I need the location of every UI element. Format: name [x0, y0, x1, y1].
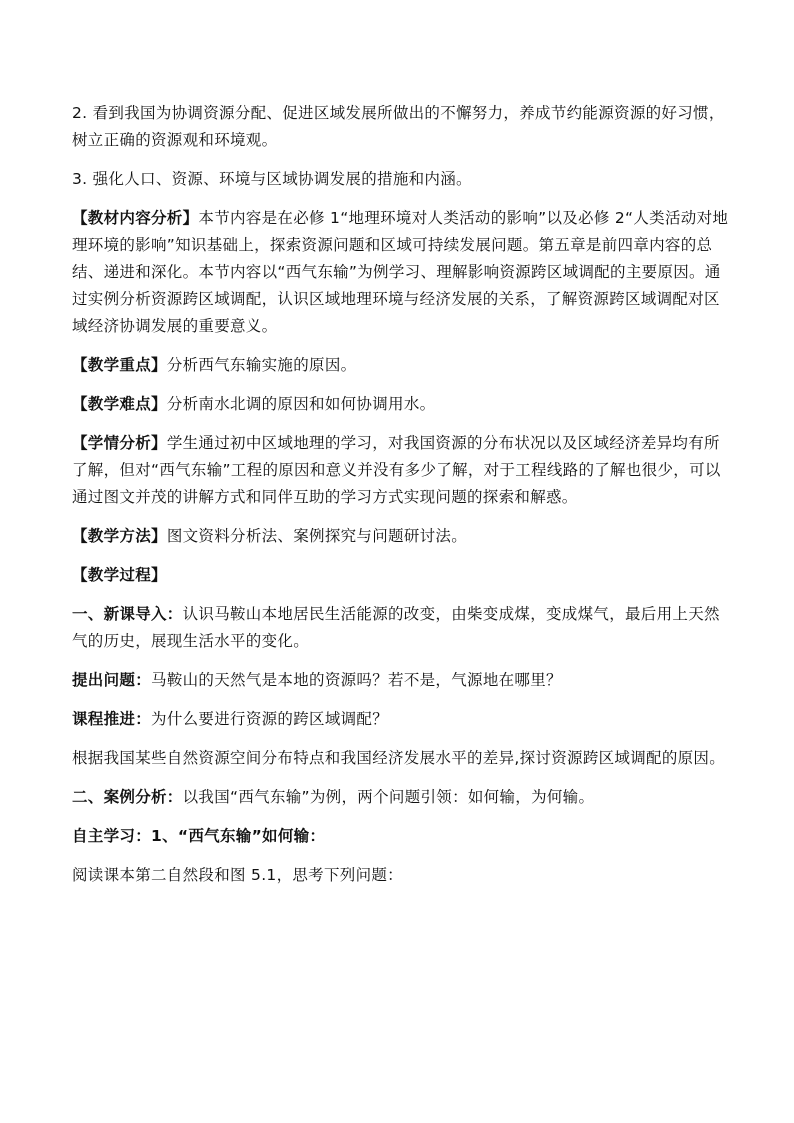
- key-point-label: 【教学重点】: [72, 356, 167, 374]
- self-study-heading: 自主学习：1、“西气东输”如何输：: [72, 827, 326, 845]
- key-point-paragraph: [72, 352, 732, 379]
- question-paragraph: [72, 667, 732, 694]
- difficulty-label: 【教学难点】: [72, 395, 167, 413]
- textbook-analysis-paragraph: [72, 205, 732, 340]
- reason-paragraph: 根据我国某些自然资源空间分布特点和我国经济发展水平的差异,探讨资源跨区域调配的原因。: [72, 749, 726, 767]
- intro-paragraph: [72, 601, 732, 655]
- process-heading: 【教学过程】: [72, 566, 167, 584]
- reading-paragraph: 阅读课本第二自然段和图 5.1，思考下列问题：: [72, 866, 403, 884]
- progress-label: 课程推进：: [72, 710, 152, 728]
- methods-paragraph: [72, 523, 732, 550]
- progress-text: 为什么要进行资源的跨区域调配？: [151, 710, 389, 728]
- student-analysis-text: 学生通过初中区域地理的学习，对我国资源的分布状况以及区域经济差异均有所了解，但对“西气东输”工程的原因和意义并没有多少了解，对于工程线路的了解也很少，可以通过图文并茂的讲解方式和同伴互助的学习方式实现问题的探索和解惑。: [72, 434, 721, 506]
- difficulty-text: 分析南水北调的原因和如何协调用水。: [166, 395, 436, 413]
- student-analysis-label: 【学情分析】: [72, 434, 167, 452]
- methods-label: 【教学方法】: [72, 527, 167, 545]
- objective-item-3: 3. 强化人口、资源、环境与区域协调发展的措施和内涵。: [72, 170, 472, 188]
- textbook-analysis-label: 【教材内容分析】: [72, 209, 199, 227]
- question-text: 马鞍山的天然气是本地的资源吗？若不是，气源地在哪里？: [151, 671, 562, 689]
- case-label: 二、案例分析：: [72, 788, 183, 806]
- case-text: 以我国“西气东输”为例，两个问题引领：如何输，为何输。: [182, 788, 595, 806]
- methods-text: 图文资料分析法、案例探究与问题研讨法。: [166, 527, 468, 545]
- progress-paragraph: [72, 706, 732, 733]
- case-paragraph: [72, 784, 732, 811]
- textbook-analysis-text: 本节内容是在必修 1“地理环境对人类活动的影响”以及必修 2“人类活动对地理环境的影响”知识基础上，探索资源问题和区域可持续发展问题。第五章是前四章内容的总结、递进和深化。本节内容以“西气东输”为例学习、理解影响资源跨区域调配的主要原因。通过实例分析资源跨区域调配，认识区域地理环境与经济发展的关系，了解资源跨区域调配对区域经济协调发展的重要意义。: [72, 209, 729, 335]
- objective-item-2: 2. 看到我国为协调资源分配、促进区域发展所做出的不懈努力，养成节约能源资源的好习惯，树立正确的资源观和环境观。: [72, 104, 725, 149]
- question-label: 提出问题：: [72, 671, 152, 689]
- document-page: [72, 100, 732, 889]
- intro-text: 认识马鞍山本地居民生活能源的改变，由柴变成煤，变成煤气，最后用上天然气的历史，展现生活水平的变化。: [72, 605, 720, 650]
- student-analysis-paragraph: [72, 430, 732, 511]
- intro-label: 一、新课导入：: [72, 605, 183, 623]
- difficulty-paragraph: [72, 391, 732, 418]
- key-point-text: 分析西气东输实施的原因。: [166, 356, 357, 374]
